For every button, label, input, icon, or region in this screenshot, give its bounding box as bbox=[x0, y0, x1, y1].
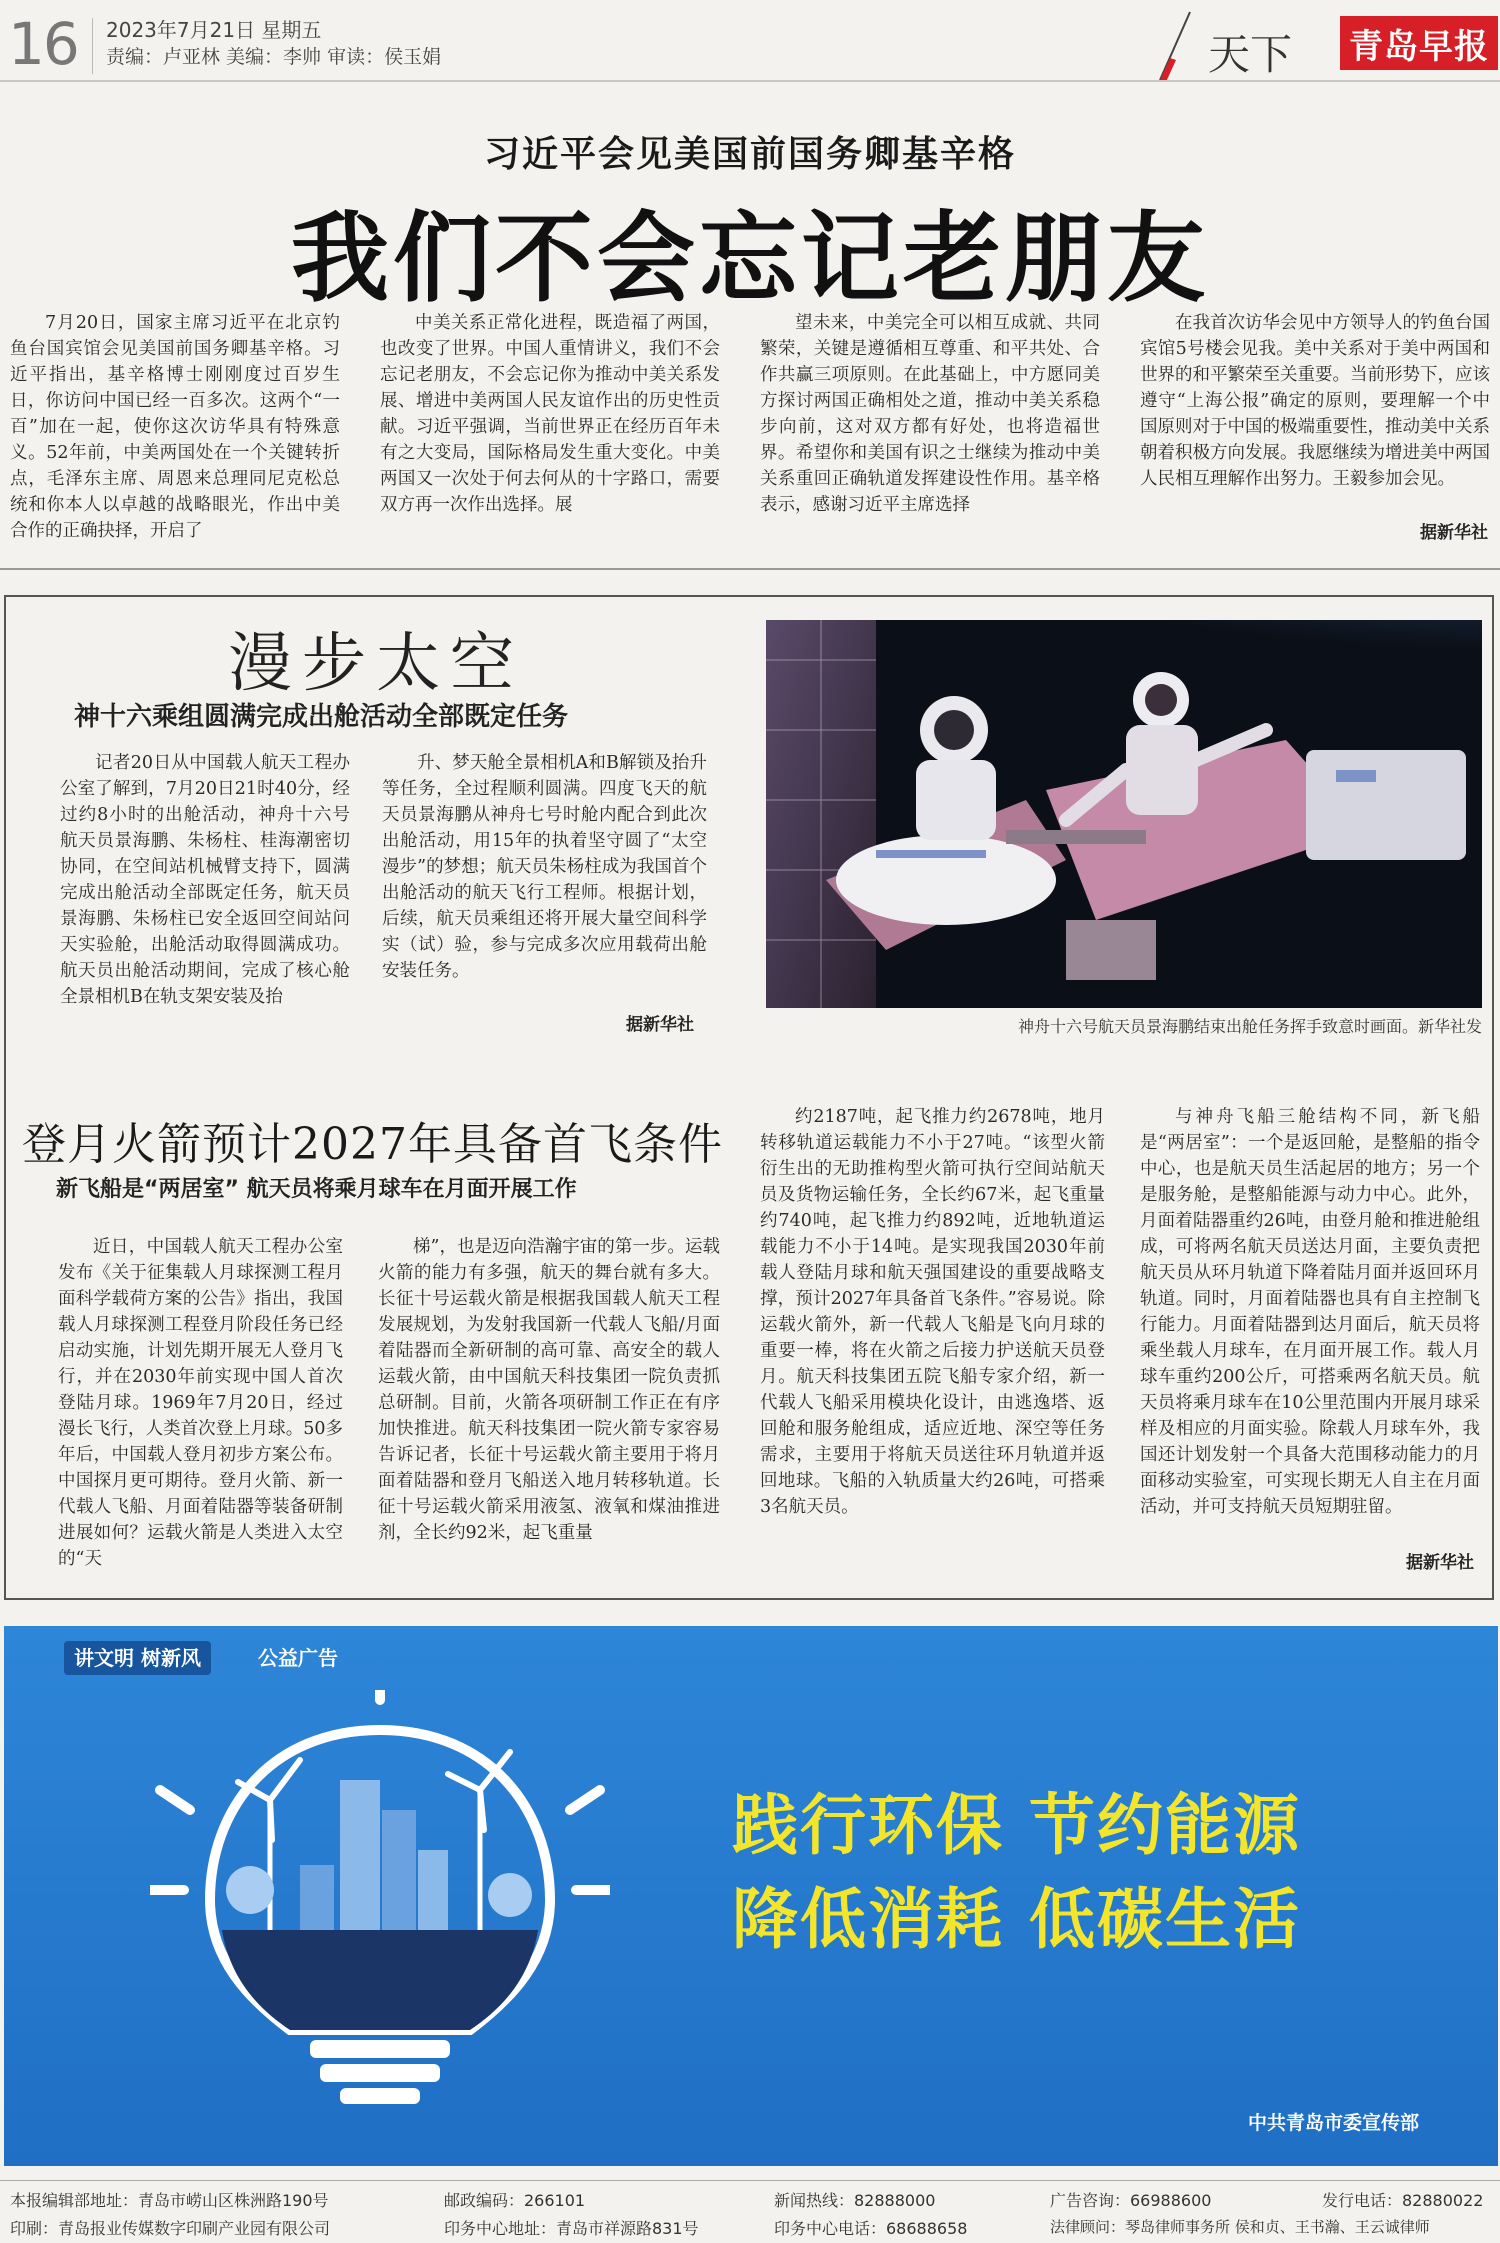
article1-title: 我们不会忘记老朋友 bbox=[290, 202, 1209, 316]
page-number: 16 bbox=[8, 10, 78, 78]
article1-credit: 据新华社 bbox=[1420, 523, 1488, 543]
spacewalk-photo bbox=[766, 620, 1482, 1008]
article3-credit: 据新华社 bbox=[1406, 1553, 1474, 1573]
article3-title: 登月火箭预计2027年具备首飞条件 bbox=[22, 1119, 723, 1170]
footer-printer: 印刷：青岛报业传媒数字印刷产业园有限公司 bbox=[10, 2219, 331, 2238]
footer-ad-inquiry: 广告咨询：66988600 bbox=[1050, 2191, 1212, 2210]
photo-caption: 神舟十六号航天员景海鹏结束出舱任务挥手致意时画面。新华社发 bbox=[1017, 1017, 1482, 1036]
article2-column-2: 升、梦天舱全景相机A和B解锁及抬升等任务，全过程顺利圆满。四度飞天的航天员景海鹏从神舟七号时舱内配合到此次出舱活动，用15年的执着坚守圆了“太空漫步”的梦想；航天员朱杨柱成为我国首个出舱活动的航天飞行工程师。根据计划，后续，航天员乘组还将开展大量空间科学实（试）验，参与完成多次应用载荷出舱安装任务。 bbox=[382, 753, 707, 981]
spacewalk-photo-art bbox=[766, 620, 1482, 1008]
footer-news-hotline: 新闻热线：82888000 bbox=[774, 2191, 936, 2210]
header-rule bbox=[0, 80, 1500, 82]
ad-slogan-line-2: 降低消耗 低碳生活 bbox=[732, 1881, 1301, 1958]
header-divider bbox=[92, 18, 93, 74]
lightbulb-city-icon bbox=[150, 1690, 610, 2120]
article3-column-3: 约2187吨，起飞推力约2678吨，地月转移轨道运载能力不小于27吨。“该型火箭衍生出的无助推构型火箭可执行空间站航天员及货物运输任务，全长约67米，起飞重量约740吨，起飞推力约892吨，近地轨道运载能力不小于14吨。是实现我国2030年前载人登陆月球和航天强国建设的重要战略支撑，预计2027年具备首飞条件。”容易说。除运载火箭外，新一代载人飞船是飞向月球的重要一棒，将在火箭之后接力护送航天员登月。航天科技集团五院飞船专家介绍，新一代载人飞船采用模块化设计，由逃逸塔、返回舱和服务舱组成，适应近地、深空等任务需求，主要用于将航天员送往环月轨道并返回地球。飞船的入轨质量大约26吨，可搭乘3名航天员。 bbox=[760, 1107, 1105, 1517]
article1-column-1: 7月20日，国家主席习近平在北京钓鱼台国宾馆会见美国前国务卿基辛格。习近平指出，基辛格博士刚刚度过百岁生日，你访问中国已经一百多次。这两个“一百”加在一起，使你这次访华具有特殊意义。52年前，中美两国处在一个关键转折点，毛泽东主席、周恩来总理同尼克松总统和你本人以卓越的战略眼光，作出中美合作的正确抉择，开启了 bbox=[10, 313, 340, 541]
article2-credit: 据新华社 bbox=[626, 1015, 694, 1035]
footer-rule bbox=[0, 2180, 1500, 2181]
footer-editorial-address: 本报编辑部地址：青岛市崂山区株洲路190号 bbox=[10, 2191, 329, 2210]
footer-print-center-phone: 印务中心电话：68688658 bbox=[774, 2219, 968, 2238]
footer-postcode: 邮政编码：266101 bbox=[444, 2191, 586, 2210]
article1-column-2: 中美关系正常化进程，既造福了两国，也改变了世界。中国人重情讲义，我们不会忘记老朋友，不会忘记你为推动中美关系发展、增进中美两国人民友谊作出的历史性贡献。习近平强调，当前世界正在经历百年未有之大变局，国际格局发生重大变化。中美两国又一次处于何去何从的十字路口，需要双方再一次作出选择。展 bbox=[380, 313, 720, 515]
footer-distribution-phone: 发行电话：82880022 bbox=[1322, 2191, 1484, 2210]
footer-print-center-address: 印务中心地址：青岛市祥源路831号 bbox=[444, 2219, 699, 2238]
article1-subtitle: 习近平会见美国前国务卿基辛格 bbox=[483, 133, 1016, 175]
header-slash-icon bbox=[1156, 10, 1192, 82]
article2-column-1: 记者20日从中国载人航天工程办公室了解到，7月20日21时40分，经过约8小时的出舱活动，神舟十六号航天员景海鹏、朱杨柱、桂海潮密切协同，在空间站机械臂支持下，圆满完成出舱活动全部既定任务，航天员景海鹏、朱杨柱已安全返回空间站问天实验舱，出舱活动取得圆满成功。航天员出舱活动期间，完成了核心舱全景相机B在轨支架安装及抬 bbox=[60, 753, 350, 1007]
article3-column-1: 近日，中国载人航天工程办公室发布《关于征集载人月球探测工程月面科学载荷方案的公告》指出，我国载人月球探测工程登月阶段任务已经启动实施，计划先期开展无人登月飞行，并在2030年前实现中国人首次登陆月球。1969年7月20日，经过漫长飞行，人类首次登上月球。50多年后，中国载人登月初步方案公布。中国探月更可期待。登月火箭、新一代载人飞船、月面着陆器等装备研制进展如何？运载火箭是人类进入太空的“天 bbox=[58, 1237, 343, 1569]
article3-subtitle: 新飞船是“两居室” 航天员将乘月球车在月面开展工作 bbox=[56, 1177, 577, 1202]
ad-slogan-line-1: 践行环保 节约能源 bbox=[732, 1787, 1301, 1864]
article1-column-3: 望未来，中美完全可以相互成就、共同繁荣，关键是遵循相互尊重、和平共处、合作共赢三项原则。在此基础上，中方愿同美方探讨两国正确相处之道，推动中美关系稳步向前，这对双方都有好处，也将造福世界。希望你和美国有识之士继续为推动中美关系重回正确轨道发挥建设性作用。基辛格表示，感谢习近平主席选择 bbox=[760, 313, 1100, 515]
section-name: 天下 bbox=[1208, 30, 1293, 79]
article2-subtitle: 神十六乘组圆满完成出舱活动全部既定任务 bbox=[74, 702, 569, 732]
ad-sponsor: 中共青岛市委宣传部 bbox=[1248, 2112, 1420, 2134]
ad-type-label: 公益广告 bbox=[258, 1646, 338, 1670]
article3-column-4: 与神舟飞船三舱结构不同，新飞船是“两居室”：一个是返回舱，是整船的指令中心，也是航天员生活起居的地方；另一个是服务舱，是整船能源与动力中心。此外，月面着陆器重约26吨，由登月舱和推进舱组成，可将两名航天员送达月面，主要负责把航天员从环月轨道下降着陆月面并返回环月轨道。同时，月面着陆器也具有自主控制飞行能力。月面着陆器到达月面后，航天员将乘坐载人月球车，在月面开展工作。载人月球车重约200公斤，可搭乘两名航天员。航天员将乘月球车在10公里范围内开展月球采样及相应的月面实验。除载人月球车外，我国还计划发射一个具备大范围移动能力的月面移动实验室，可实现长期无人自主在月面活动，并可支持航天员短期驻留。 bbox=[1140, 1107, 1480, 1517]
section-separator bbox=[0, 568, 1500, 570]
issue-date: 2023年7月21日 星期五 bbox=[106, 18, 322, 42]
article3-column-2: 梯”，也是迈向浩瀚宇宙的第一步。运载火箭的能力有多强，航天的舞台就有多大。长征十号运载火箭是根据我国载人航天工程发展规划，为发射我国新一代载人飞船/月面着陆器而全新研制的高可靠、高安全的载人运载火箭，由中国航天科技集团一院负责抓总研制。目前，火箭各项研制工作正在有序加快推进。航天科技集团一院火箭专家容易告诉记者，长征十号运载火箭主要用于将月面着陆器和登月飞船送入地月转移轨道。长征十号运载火箭采用液氢、液氧和煤油推进剂，全长约92米，起飞重量 bbox=[378, 1237, 720, 1543]
ad-campaign-tag: 讲文明 树新风 bbox=[64, 1641, 211, 1675]
article2-title: 漫步太空 bbox=[228, 627, 524, 701]
footer-legal-counsel: 法律顾问：琴岛律师事务所 侯和贞、王书瀚、王云诚律师 bbox=[1050, 2218, 1430, 2236]
editor-staff: 责编：卢亚林 美编：李帅 审读：侯玉娟 bbox=[106, 46, 442, 68]
newspaper-logo: 青岛早报 bbox=[1340, 16, 1498, 70]
article1-column-4: 在我首次访华会见中方领导人的钓鱼台国宾馆5号楼会见我。美中关系对于美中两国和世界的和平繁荣至关重要。当前形势下，应该遵守“上海公报”确定的原则，要理解一个中国原则对于中国的极端重要性，推动美中关系朝着积极方向发展。我愿继续为增进美中两国人民相互理解作出努力。王毅参加会见。 bbox=[1140, 313, 1490, 489]
